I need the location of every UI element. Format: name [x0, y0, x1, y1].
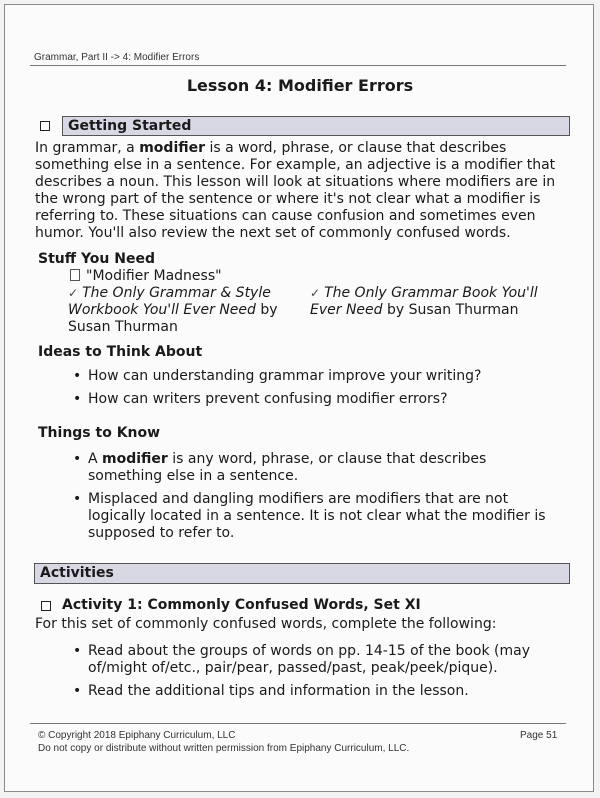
material-item-handout — [70, 268, 222, 285]
footer-notice: Do not copy or distribute without written permission from Epiphany Curriculum, LLC. — [38, 743, 410, 754]
know-term: modifier — [102, 451, 168, 467]
activities-heading: Activities — [34, 563, 570, 584]
intro-text-1: In grammar, a — [35, 140, 140, 156]
workbook-title: The Only Grammar & Style Workbook You'll Ever Need — [68, 285, 271, 318]
document-icon — [70, 269, 80, 281]
intro-paragraph — [35, 140, 565, 242]
workbook-author: by Susan Thurman — [68, 302, 278, 335]
material-item-grammar-book — [310, 285, 570, 319]
header-rule — [30, 65, 566, 66]
checkmark-icon: ✓ — [68, 286, 79, 300]
know-text-1: A — [88, 451, 103, 467]
getting-started-heading: Getting Started — [62, 116, 570, 136]
material-item-workbook — [68, 285, 296, 336]
activity1-checkbox[interactable] — [41, 601, 51, 611]
idea-item: • How can understanding grammar improve your writing? — [88, 368, 558, 385]
know-item: • Misplaced and dangling modifiers are modifiers that are not logically located in a sentence. It is not clear what the modifier is supposed to refer to. — [88, 491, 558, 542]
intro-term: modifier — [139, 140, 206, 156]
page-number: Page 51 — [520, 730, 558, 741]
idea-item: • How can writers prevent confusing modifier errors? — [88, 391, 558, 408]
stuff-heading: Stuff You Need — [38, 251, 155, 267]
getting-started-checkbox[interactable] — [40, 121, 50, 131]
activity1-title: Activity 1: Commonly Confused Words, Set XI — [62, 597, 421, 613]
intro-text-2: is a word, phrase, or clause that describes something else in a sentence. For example, an adjective is a modifier that describes a noun. This lesson will look at situations where modifiers are in the wrong part of the sentence or where it's not clear what a modifier is referring to. These situations can cause confusion and sometimes even humor. You'll also review the next set of commonly confused words. — [35, 140, 556, 241]
know-text-2: is any word, phrase, or clause that describes something else in a sentence. — [88, 451, 487, 484]
know-item — [88, 451, 558, 485]
footer-copyright: © Copyright 2018 Epiphany Curriculum, LLC — [38, 730, 236, 741]
activity1-item: • Read the additional tips and information in the lesson. — [88, 683, 558, 700]
footer-rule — [30, 723, 566, 724]
running-head: Grammar, Part II -> 4: Modifier Errors — [34, 52, 200, 63]
ideas-heading: Ideas to Think About — [38, 344, 203, 360]
grammar-book-author: by Susan Thurman — [382, 302, 519, 318]
activity1-item: • Read about the groups of words on pp. 14-15 of the book (may of/might of/etc., pair/pear, passed/past, peak/peek/pique). — [88, 643, 558, 677]
page-title: Lesson 4: Modifier Errors — [186, 76, 414, 95]
know-heading: Things to Know — [38, 425, 161, 441]
checkmark-icon: ✓ — [310, 286, 321, 300]
grammar-book-title: The Only Grammar Book You'll Ever Need — [310, 285, 538, 318]
activity1-intro: For this set of commonly confused words, complete the following: — [35, 616, 497, 632]
material-handout-label: "Modifier Madness" — [86, 268, 222, 284]
